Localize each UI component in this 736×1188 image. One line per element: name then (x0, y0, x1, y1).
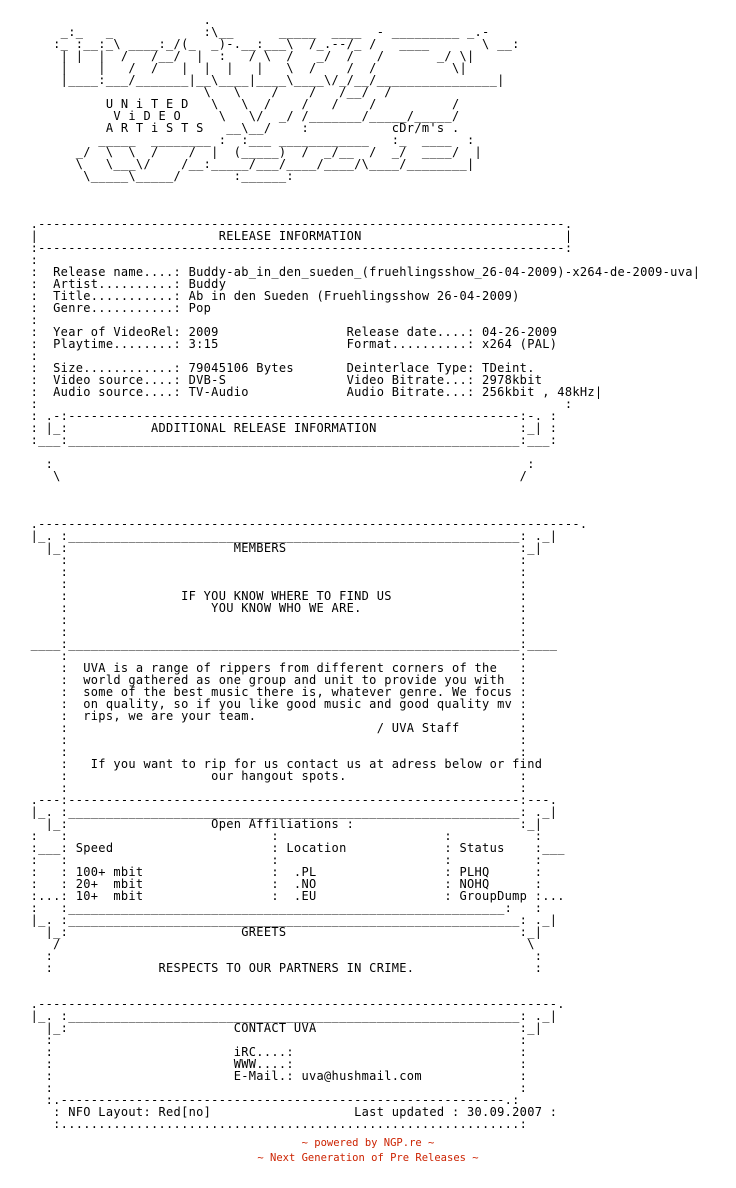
powered-by-text: ~ powered by NGP.re ~ (301, 1137, 435, 1149)
nfo-text: . _:_ _ :\__ _____ ____ - _________ _.- :_ :__:_\ ____:_/(_ _)-.__:___\ /_.--/_ / ____ \ __: | | | / /__/ | : / \ / _/ / / _/ \| | | / / | | | | \ / / / \| |____:___/_______|__\____|____\____\/_/__/________________| \ \ / / /__/ / U N i T E D \ \ / / / / / V i D E O \ \/ _/ /_______/_____/_____/ A R T i S T S __\__/ : cDr/m's . _____ ________ : :___ ____________ :_ ____ : _/ \ \ / / | (_____) / _/__ / _/ ____/ | \ \___\/ /__:_____/___/____/____/\____/________| \_____\_____/ :______: .----------------------------------------------------------------------. | RELEASE INFORMATION | :----------------------------------------------------------------------: : : Release name....: Buddy-ab_in_den_sueden_(fruehlingsshow_26-04-2009)-x264-de-2009-uva| : Artist..........: Buddy : Title...........: Ab in den Sueden (Fruehlingsshow 26-04-2009) : Genre...........: Pop : : Year of VideoRel: 2009 Release date....: 04-26-2009 : Playtime........: 3:15 Format..........: x264 (PAL) : : Size............: 79045106 Bytes Deinterlace Type: TDeint. : Video source....: DVB-S Video Bitrate...: 2978kbit : Audio source....: TV-Audio Audio Bitrate...: 256kbit , 48kHz| : : : .-:------------------------------------------------------------:-. : : |_: ADDITIONAL RELEASE INFORMATION :_| : :___:____________________________________________________________:___: : : \ / .------------------------------------------------------------------------. |_. :____________________________________________________________: ._| |_: MEMBERS :_| : : : : : : : IF YOU KNOW WHERE TO FIND US : : YOU KNOW WHO WE ARE. : : : : : ____:____________________________________________________________:____ : : : UVA is a range of rippers from different corners of the : : world gathered as one group and unit to provide you with : : some of the best music there is, whatever genre. We focus : : on quality, so if you like good music and good quality mv : : rips, we are your team. : : / UVA Staff : : : : : : If you want to rip for us contact us at adress below or find : our hangout spots. : : : .---:------------------------------------------------------------:---. |_. :____________________________________________________________: ._| |_: Open Affiliations : :_| : : : : : :___: Speed : Location : Status :___ : : : : : : : 100+ mbit : .PL : PLHQ : : : 20+ mbit : .NO : NOHQ : :...: 10+ mbit : .EU : GroupDump :... : :__________________________________________________________: : |_. :____________________________________________________________: ._| |_: GREETS :_| / \ : : : RESPECTS TO OUR PARTNERS IN CRIME. : .---------------------------------------------------------------------. |_. :____________________________________________________________: ._| |_: CONTACT UVA :_| : : : iRC....: : : WWW....: : : E-Mail.: uva@hushmail.com : : : :.-----------------------------------------------------------.: : NFO Layout: Red[no] Last updated : 30.09.2007 : :.............................................................: (30, 13, 701, 1131)
footer (0, 1136, 736, 1166)
next-generation-text: ~ Next Generation of Pre Releases ~ (257, 1152, 479, 1164)
